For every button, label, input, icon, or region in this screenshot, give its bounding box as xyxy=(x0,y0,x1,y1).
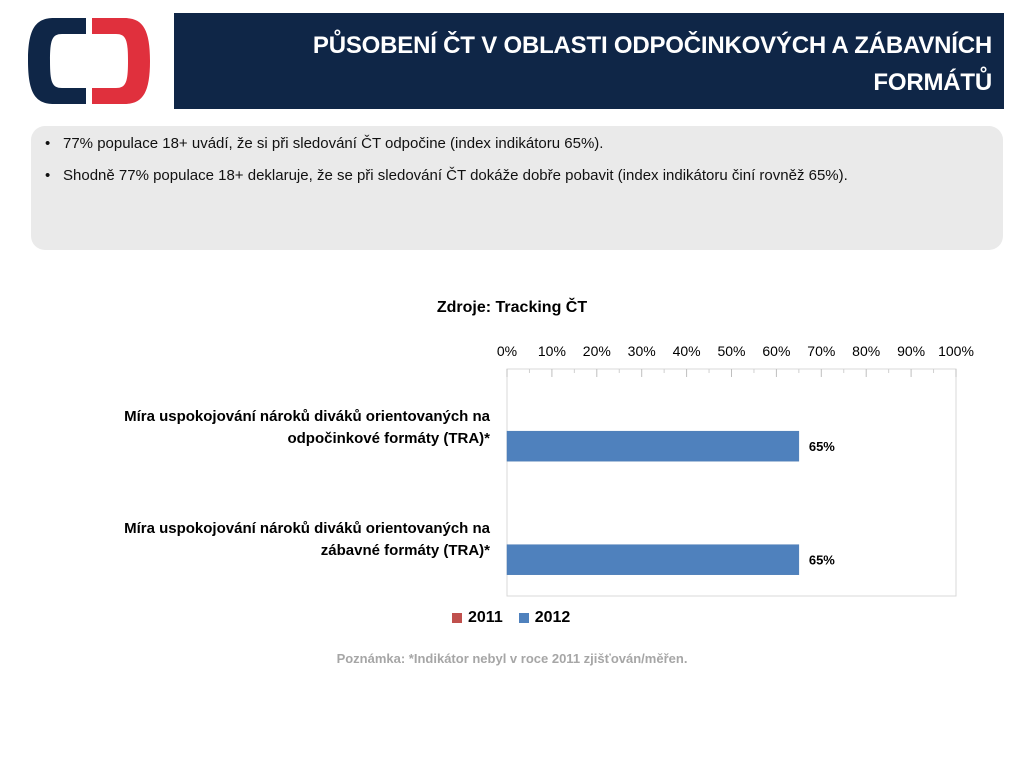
legend-entry-2012 xyxy=(519,609,571,627)
data-label: 65% xyxy=(808,552,835,568)
x-tick-label: 10% xyxy=(537,343,566,359)
x-tick-label: 50% xyxy=(717,343,746,359)
chart-title: Zdroje: Tracking ČT xyxy=(436,299,588,316)
x-tick-label: 70% xyxy=(807,343,836,359)
category-label-2-line-1: Míra uspokojování nároků diváků orientovaných na xyxy=(124,520,490,537)
bar-2012 xyxy=(507,545,799,575)
x-tick-label: 0% xyxy=(496,343,518,359)
x-tick-label: 80% xyxy=(852,343,881,359)
legend-label-2012: 2012 xyxy=(534,609,571,626)
x-tick-label: 30% xyxy=(627,343,656,359)
bar-2012 xyxy=(507,431,799,461)
chart-legend xyxy=(452,609,586,627)
page-title-line-2: FORMÁTŮ xyxy=(873,69,992,96)
footnote: Poznámka: *Indikátor nebyl v roce 2011 zjišťován/měřen. xyxy=(336,651,688,666)
page-title-line-1: PŮSOBENÍ ČT V OBLASTI ODPOČINKOVÝCH A ZÁBAVNÍCH xyxy=(312,32,992,59)
legend-label-2011: 2011 xyxy=(468,609,503,626)
category-label-1-line-2: odpočinkové formáty (TRA)* xyxy=(287,430,490,447)
x-tick-label: 100% xyxy=(938,343,974,359)
summary-bullet-1: • 77% populace 18+ uvádí, že si při sledování ČT odpočine (index indikátoru 65%). xyxy=(43,134,993,153)
legend-swatch-2011 xyxy=(452,613,462,623)
summary-bullet-2: • Shodně 77% populace 18+ deklaruje, že se při sledování ČT dokáže dobře pobavit (index indikátoru činí rovněž 65%). xyxy=(43,166,993,185)
category-label-2-line-2: zábavné formáty (TRA)* xyxy=(320,542,490,559)
x-tick-label: 40% xyxy=(672,343,701,359)
x-tick-label: 20% xyxy=(582,343,611,359)
legend-entry-2011 xyxy=(452,609,503,627)
data-label: 65% xyxy=(808,439,835,455)
x-tick-label: 90% xyxy=(897,343,926,359)
category-label-1-line-1: Míra uspokojování nároků diváků orientovaných na xyxy=(124,408,490,425)
legend-swatch-2012 xyxy=(519,613,529,623)
x-tick-label: 60% xyxy=(762,343,791,359)
